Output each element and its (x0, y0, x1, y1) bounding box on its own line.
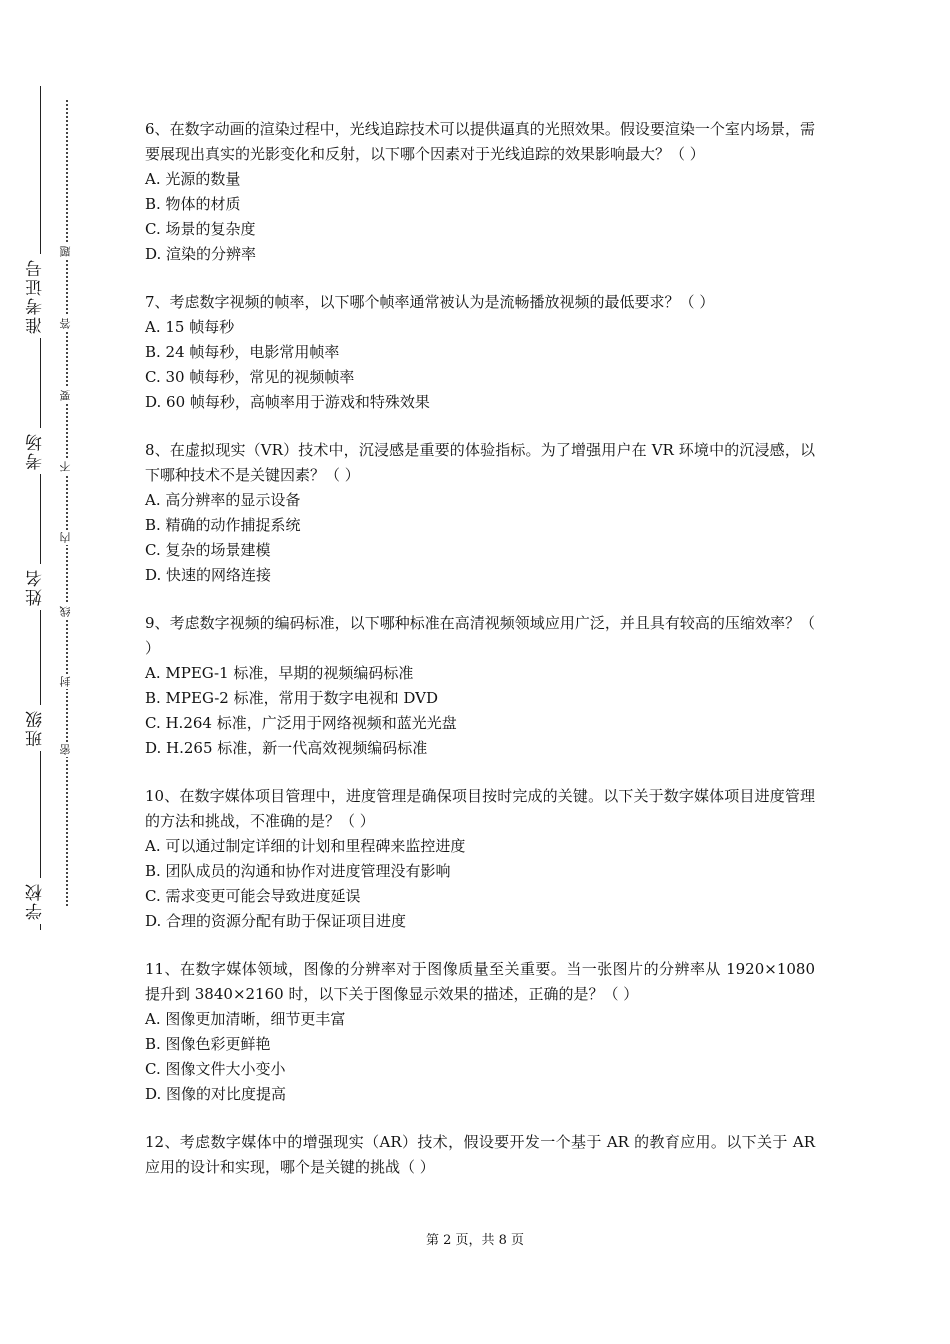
binding-dotted-line (66, 100, 68, 906)
question-list (145, 117, 815, 1203)
question-9 (145, 611, 815, 761)
question-7 (145, 290, 815, 415)
option-d: D. H.265 标准，新一代高效视频编码标准 (145, 739, 428, 757)
seal-char: 不 (56, 459, 76, 474)
seal-char: 要 (56, 388, 76, 403)
question-12 (145, 1130, 815, 1180)
question-stem: 11、在数字媒体领域，图像的分辨率对于图像质量至关重要。当一张图片的分辨率从 1920×1080 提升到 3840×2160 时，以下关于图像显示效果的描述，正确的是？（ ） (145, 960, 815, 1003)
option-b: B. 精确的动作捕捉系统 (145, 516, 301, 534)
exam-room-label: 考场 (19, 428, 53, 474)
name-label: 姓名 (19, 564, 53, 610)
option-b: B. 24 帧每秒，电影常用帧率 (145, 343, 340, 361)
question-stem: 10、在数字媒体项目管理中，进度管理是确保项目按时完成的关键。以下关于数字媒体项目进度管理的方法和挑战，不准确的是？（ ） (145, 787, 815, 830)
binding-solid-line (40, 86, 41, 930)
option-d: D. 60 帧每秒，高帧率用于游戏和特殊效果 (145, 393, 430, 411)
binding-margin (0, 0, 100, 1344)
option-d: D. 快速的网络连接 (145, 566, 272, 584)
question-stem: 12、考虑数字媒体中的增强现实（AR）技术，假设要开发一个基于 AR 的教育应用。以下关于 AR 应用的设计和实现，哪个是关键的挑战（ ） (145, 1133, 815, 1176)
option-c: C. 需求变更可能会导致进度延误 (145, 887, 361, 905)
question-stem: 9、考虑数字视频的编码标准，以下哪种标准在高清视频领域应用广泛，并且具有较高的压缩效率？（ ） (145, 614, 815, 657)
question-stem: 7、考虑数字视频的帧率，以下哪个帧率通常被认为是流畅播放视频的最低要求？（ ） (145, 293, 715, 311)
exam-number-label: 准考证号 (19, 254, 53, 338)
question-10 (145, 784, 815, 934)
question-8 (145, 438, 815, 588)
page-footer: 第 2 页，共 8 页 (425, 1233, 525, 1248)
seal-char: 封 (56, 674, 76, 689)
question-stem: 8、在虚拟现实（VR）技术中，沉浸感是重要的体验指标。为了增强用户在 VR 环境中的沉浸感，以下哪种技术不是关键因素？（ ） (145, 441, 815, 484)
seal-char: 内 (56, 530, 76, 545)
option-c: C. 复杂的场景建模 (145, 541, 271, 559)
option-d: D. 合理的资源分配有助于保证项目进度 (145, 912, 407, 930)
question-stem: 6、在数字动画的渲染过程中，光线追踪技术可以提供逼真的光照效果。假设要渲染一个室内场景，需要展现出真实的光影变化和反射，以下哪个因素对于光线追踪的效果影响最大？（ ） (145, 120, 815, 163)
option-c: C. H.264 标准，广泛用于网络视频和蓝光光盘 (145, 714, 457, 732)
option-c: C. 图像文件大小变小 (145, 1060, 286, 1078)
option-b: B. 图像色彩更鲜艳 (145, 1035, 271, 1053)
option-a: A. 高分辨率的显示设备 (145, 491, 301, 509)
seal-char: 线 (56, 604, 76, 619)
option-a: A. 可以通过制定详细的计划和里程碑来监控进度 (145, 837, 466, 855)
seal-char: 题 (56, 244, 76, 259)
class-label: 班级 (19, 705, 53, 751)
option-a: A. 光源的数量 (145, 170, 241, 188)
seal-char: 答 (56, 316, 76, 331)
option-b: B. MPEG-2 标准，常用于数字电视和 DVD (145, 689, 438, 707)
option-d: D. 渲染的分辨率 (145, 245, 257, 263)
option-c: C. 30 帧每秒，常见的视频帧率 (145, 368, 355, 386)
seal-char: 密 (56, 742, 76, 757)
school-label: 学校 (19, 878, 53, 924)
option-b: B. 团队成员的沟通和协作对进度管理没有影响 (145, 862, 451, 880)
question-11 (145, 957, 815, 1107)
question-6 (145, 117, 815, 267)
option-a: A. 15 帧每秒 (145, 318, 235, 336)
option-c: C. 场景的复杂度 (145, 220, 256, 238)
option-b: B. 物体的材质 (145, 195, 241, 213)
option-a: A. MPEG-1 标准，早期的视频编码标准 (145, 664, 414, 682)
option-d: D. 图像的对比度提高 (145, 1085, 287, 1103)
option-a: A. 图像更加清晰，细节更丰富 (145, 1010, 346, 1028)
